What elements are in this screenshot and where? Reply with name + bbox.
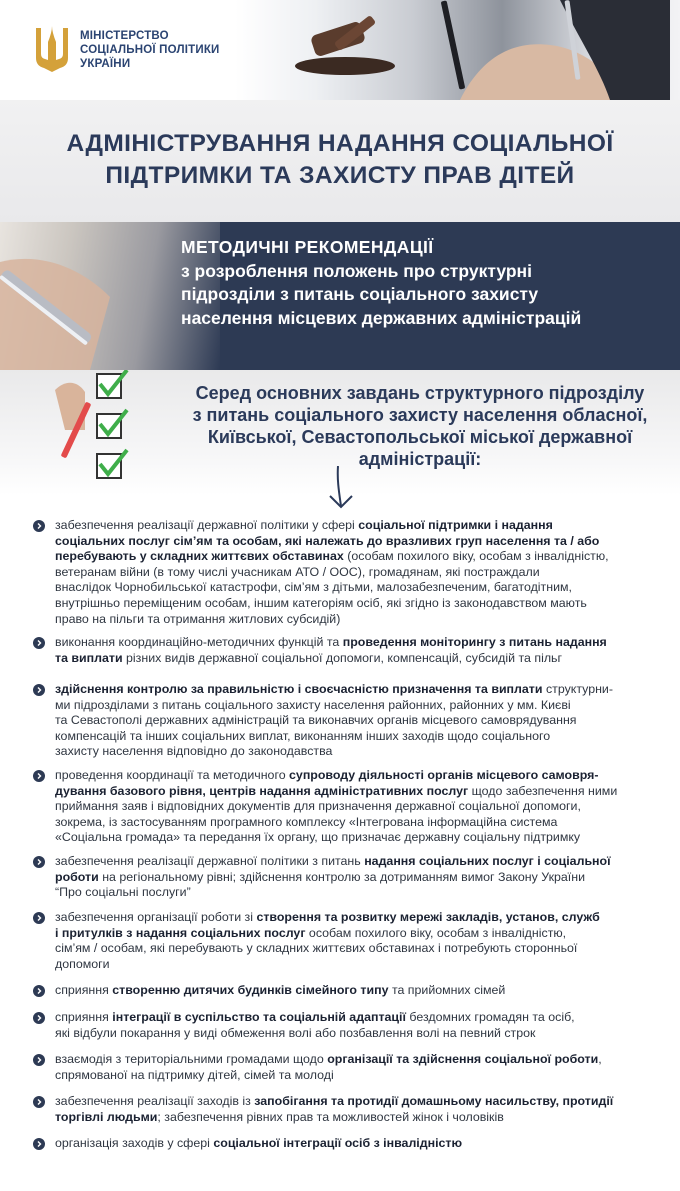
method-line: з розроблення положень про структурні bbox=[181, 260, 532, 281]
chevron-bullet-icon bbox=[33, 770, 45, 782]
text-line bbox=[55, 651, 665, 667]
bold-segment: інтеграції в суспільство та соціальній адаптації bbox=[112, 1010, 406, 1024]
bold-segment: створення та розвитку мережі закладів, установ, служб bbox=[256, 910, 600, 924]
text-segment: захисту населення відповідно до законодавства bbox=[55, 744, 333, 759]
text-line bbox=[55, 1010, 665, 1026]
title-line: АДМІНІСТРУВАННЯ НАДАННЯ СОЦІАЛЬНОЇ bbox=[66, 130, 614, 157]
text-segment: особам похилого віку, особам з інвалідністю, bbox=[305, 925, 567, 940]
bold-segment: створенню дитячих будинків сімейного типу bbox=[112, 983, 389, 997]
list-item-text bbox=[55, 1052, 665, 1083]
down-arrow-icon bbox=[324, 466, 358, 510]
list-item-text bbox=[55, 682, 665, 760]
gavel-icon bbox=[290, 8, 400, 78]
bold-segment: проведення моніторингу з питань надання bbox=[342, 635, 607, 649]
ministry-name bbox=[80, 29, 220, 71]
text-segment: приймання заяв і відповідних документів для призначення державної соціальної допомоги, bbox=[55, 799, 581, 814]
bold-segment: та виплати bbox=[55, 650, 123, 665]
checklist-icon bbox=[55, 370, 145, 495]
bold-segment: дування базового рівня, центрів надання адміністративних послуг bbox=[55, 783, 469, 798]
text-line bbox=[55, 926, 665, 942]
text-segment: організація заходів у сфері bbox=[55, 1136, 214, 1150]
method-line: підрозділи з питань соціального захисту bbox=[181, 284, 539, 304]
text-line bbox=[55, 534, 665, 550]
text-line bbox=[55, 518, 665, 534]
chevron-bullet-icon bbox=[33, 637, 45, 649]
text-segment: ветеранам війни (в тому числі учасникам АТО / ООС), громадянам, які постраждали bbox=[55, 564, 540, 579]
intro-line: адміністрації: bbox=[358, 449, 482, 469]
intro-text bbox=[175, 382, 665, 470]
text-line bbox=[55, 957, 665, 973]
ministry-line: СОЦІАЛЬНОЇ ПОЛІТИКИ bbox=[80, 44, 220, 56]
text-line bbox=[55, 830, 665, 846]
ukraine-trident-logo bbox=[32, 22, 72, 74]
text-line bbox=[55, 784, 665, 800]
text-line bbox=[55, 1068, 665, 1084]
chevron-bullet-icon bbox=[33, 912, 45, 924]
text-segment: та прийомних сімей bbox=[388, 983, 506, 997]
bold-segment: організації та здійснення соціальної роботи bbox=[327, 1052, 599, 1066]
intro-line: Київської, Севастопольської міської державної bbox=[207, 427, 633, 447]
text-segment: внутрішньо переміщеним особам, іншим категоріям осіб, які згідно із законодавством мають bbox=[55, 595, 587, 610]
bold-segment: і притулків з надання соціальних послуг bbox=[55, 925, 306, 940]
text-segment: компенсацій та інших соціальних виплат, виконанням інших заходів щодо соціального bbox=[55, 728, 551, 743]
text-line bbox=[55, 910, 665, 926]
text-line bbox=[55, 698, 665, 714]
text-segment: ; забезпечення рівних прав та можливостей жінок і чоловіків bbox=[157, 1109, 504, 1124]
text-segment: різних видів державної соціальної допомоги, компенсацій, субсидій та пільг bbox=[122, 650, 563, 665]
text-line bbox=[55, 580, 665, 596]
method-line: населення місцевих державних адміністрацій bbox=[181, 307, 582, 328]
text-segment: сім’ям / особам, які перебувають у складних життєвих обставинах і потребують сторонньої bbox=[55, 941, 578, 956]
text-line bbox=[55, 1026, 665, 1042]
bold-segment: соціальної підтримки і надання bbox=[358, 518, 553, 532]
text-line bbox=[55, 682, 665, 698]
text-line bbox=[55, 1094, 665, 1110]
text-line bbox=[55, 713, 665, 729]
text-segment: «Соціальна громада» та передання їх органу, що призначає державну соціальну підтримку bbox=[55, 830, 581, 845]
text-line bbox=[55, 768, 665, 784]
text-line bbox=[55, 815, 665, 831]
list-item-text bbox=[55, 768, 665, 846]
text-segment: сприяння bbox=[55, 983, 113, 997]
intro-line: з питань соціального захисту населення обласної, bbox=[192, 405, 648, 425]
text-segment: забезпечення реалізації заходів із bbox=[55, 1094, 255, 1108]
list-item-text bbox=[55, 1094, 665, 1125]
list-item-text bbox=[55, 1010, 665, 1041]
bold-segment: супроводу діяльності органів місцевого самовря- bbox=[289, 768, 599, 782]
text-segment: проведення координації та методичного bbox=[55, 768, 290, 782]
text-segment: та Севастополі державних адміністрацій та виконавчих органів місцевого самоврядування bbox=[55, 713, 577, 728]
text-segment: , bbox=[598, 1052, 602, 1066]
bold-segment: запобігання та протидії домашньому насильству, протидії bbox=[254, 1094, 614, 1108]
list-item-text bbox=[55, 910, 665, 972]
list-item-text bbox=[55, 983, 665, 999]
text-segment: щодо забезпечення ними bbox=[468, 783, 618, 798]
text-segment: структурни- bbox=[542, 682, 613, 696]
text-segment: які відбули покарання у виді обмеження волі або позбавлення волі на певний строк bbox=[55, 1025, 536, 1040]
text-segment: ми підрозділами з питань соціального захисту населення районних, районних у мм. Києві bbox=[55, 697, 571, 712]
chevron-bullet-icon bbox=[33, 1096, 45, 1108]
text-line bbox=[55, 854, 665, 870]
title-line: ПІДТРИМКИ ТА ЗАХИСТУ ПРАВ ДІТЕЙ bbox=[105, 162, 575, 189]
bold-segment: соціальних послуг сім’ям та особам, які належать до вразливих груп населення та / або bbox=[55, 533, 600, 548]
text-line bbox=[55, 1110, 665, 1126]
bold-segment: соціальної інтеграції осіб з інвалідністю bbox=[213, 1136, 463, 1150]
text-line bbox=[55, 596, 665, 612]
text-segment: виконання координаційно-методичних функцій та bbox=[55, 635, 343, 649]
chevron-bullet-icon bbox=[33, 520, 45, 532]
text-line bbox=[55, 549, 665, 565]
text-line bbox=[55, 885, 665, 901]
text-segment: забезпечення реалізації державної політики у сфері bbox=[55, 518, 359, 532]
header bbox=[0, 0, 680, 100]
ministry-line: УКРАЇНИ bbox=[80, 58, 131, 70]
text-line bbox=[55, 565, 665, 581]
chevron-bullet-icon bbox=[33, 684, 45, 696]
text-segment: допомоги bbox=[55, 956, 110, 971]
intro-line: Серед основних завдань структурного підрозділу bbox=[195, 383, 645, 403]
text-line bbox=[55, 612, 665, 628]
text-segment: право на пільги та отримання житлових субсидій) bbox=[55, 611, 341, 626]
chevron-bullet-icon bbox=[33, 856, 45, 868]
page-title bbox=[0, 128, 680, 192]
text-segment: забезпечення організації роботи зі bbox=[55, 910, 257, 924]
text-line bbox=[55, 941, 665, 957]
text-line bbox=[55, 1052, 665, 1068]
text-line bbox=[55, 983, 665, 999]
text-line bbox=[55, 744, 665, 760]
bold-segment: роботи bbox=[55, 869, 99, 884]
method-title: МЕТОДИЧНІ РЕКОМЕНДАЦІЇ bbox=[181, 237, 434, 257]
bold-segment: торгівлі людьми bbox=[55, 1109, 158, 1124]
text-segment: внаслідок Чорнобильської катастрофи, сім’ям з дітьми, малозабезпеченим, багатодітним, bbox=[55, 580, 572, 595]
text-segment: на регіональному рівні; здійснення контролю за дотриманням вимог Закону України bbox=[98, 869, 586, 884]
text-segment: спрямованої на підтримку дітей, сімей та молоді bbox=[55, 1067, 334, 1082]
list-item-text bbox=[55, 1136, 665, 1152]
text-line bbox=[55, 870, 665, 886]
text-segment: сприяння bbox=[55, 1010, 113, 1024]
ministry-line: МІНІСТЕРСТВО bbox=[80, 30, 169, 42]
text-line bbox=[55, 729, 665, 745]
text-line bbox=[55, 635, 665, 651]
chevron-bullet-icon bbox=[33, 1138, 45, 1150]
list-item-text bbox=[55, 635, 665, 666]
bold-segment: перебувають у складних життєвих обставинах bbox=[55, 549, 344, 564]
chevron-bullet-icon bbox=[33, 985, 45, 997]
text-segment: взаємодія з територіальними громадами щодо bbox=[55, 1052, 328, 1066]
method-text bbox=[181, 236, 661, 330]
chevron-bullet-icon bbox=[33, 1012, 45, 1024]
text-segment: “Про соціальні послуги” bbox=[55, 885, 191, 900]
hand-pen-icon bbox=[420, 0, 670, 100]
chevron-bullet-icon bbox=[33, 1054, 45, 1066]
text-segment: забезпечення реалізації державної політики з питань bbox=[55, 854, 365, 868]
text-segment: (особам похилого віку, особам з інвалідністю, bbox=[343, 549, 609, 564]
list-item-text bbox=[55, 518, 665, 627]
bold-segment: здійснення контролю за правильністю і своєчасністю призначення та виплати bbox=[55, 682, 543, 696]
text-line bbox=[55, 1136, 665, 1152]
bold-segment: надання соціальних послуг і соціальної bbox=[364, 854, 611, 868]
text-segment: бездомних громадян та осіб, bbox=[405, 1010, 575, 1024]
text-segment: зокрема, із застосуванням програмного комплексу «Інтегрована інформаційна система bbox=[55, 814, 558, 829]
list-item-text bbox=[55, 854, 665, 901]
text-line bbox=[55, 799, 665, 815]
